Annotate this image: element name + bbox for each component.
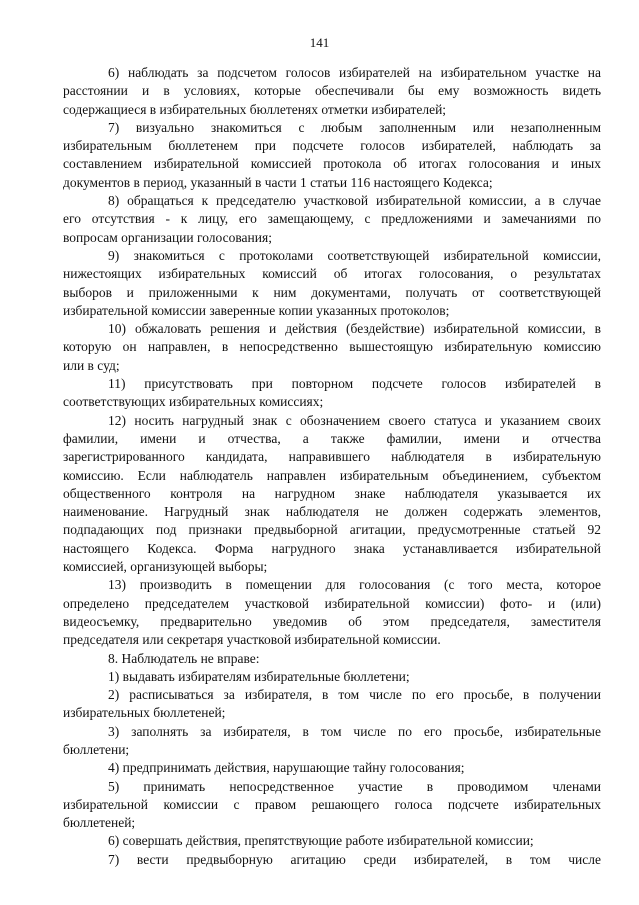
paragraph <box>63 650 601 668</box>
page-number: 141 <box>309 35 330 50</box>
text-line: бюллетеней; <box>63 815 136 831</box>
paragraph <box>63 119 601 192</box>
text-line: определено председателем участковой избирательной комиссии) фото- и (или) <box>63 595 601 611</box>
text-line: 7) визуально знакомиться с любым заполненным или незаполненным <box>108 119 601 135</box>
text-line: 4) предпринимать действия, нарушающие тайну голосования; <box>108 760 465 776</box>
text-line: избирательных бюллетеней; <box>63 705 226 721</box>
text-line: избирательной комиссии заверенные копии указанных протоколов; <box>63 302 450 318</box>
paragraph <box>63 247 601 320</box>
paragraph <box>63 832 601 850</box>
text-line: 6) наблюдать за подсчетом голосов избирателей на избирательном участке на <box>108 65 601 80</box>
text-line: фамилии, имени и отчества, а также фамилии, имени и отчества <box>63 430 601 446</box>
paragraph <box>63 64 601 119</box>
text-line: нижестоящих избирательных комиссий об итогах голосования, о результатах <box>63 266 601 282</box>
text-line: наименование. Нагрудный знак наблюдателя не должен содержать элементов, <box>63 504 601 520</box>
text-line: зарегистрированного кандидата, направившего наблюдателя в избирательную <box>63 449 601 465</box>
text-line: избирательным бюллетенем при подсчете голосов избирателей, наблюдать за <box>63 138 601 154</box>
text-line: 8. Наблюдатель не вправе: <box>108 650 260 666</box>
text-line: или в суд; <box>63 357 120 373</box>
paragraph <box>63 851 601 869</box>
text-line: 10) обжаловать решения и действия (бездействие) избирательной комиссии, в <box>108 321 601 337</box>
text-line: 3) заполнять за избирателя, в том числе по его просьбе, избирательные <box>108 723 601 739</box>
text-line: выборов и приложенными к ним документами, получать от соответствующей <box>63 284 601 300</box>
text-line: настоящего Кодекса. Форма нагрудного знака устанавливается избирательной <box>63 540 601 556</box>
text-line: соответствующих избирательных комиссиях; <box>63 394 324 410</box>
text-line: 8) обращаться к председателю участковой избирательной комиссии, а в случае <box>108 193 601 209</box>
text-line: документов в период, указанный в части 1 статьи 116 настоящего Кодекса; <box>63 174 493 190</box>
text-line: 2) расписываться за избирателя, в том числе по его просьбе, в получении <box>108 687 601 703</box>
text-line: 13) производить в помещении для голосования (с того места, которое <box>108 577 601 593</box>
paragraph <box>63 686 601 723</box>
text-line: подпадающих под признаки предвыборной агитации, предусмотренные статьей 92 <box>63 522 601 538</box>
text-line: избирательной комиссии с правом решающего голоса подсчете избирательных <box>63 796 601 812</box>
paragraph <box>63 778 601 833</box>
text-line: 7) вести предвыборную агитацию среди избирателей, в том числе <box>108 851 601 867</box>
text-line: составлением избирательной комиссией протокола об итогах голосования и иных <box>63 156 601 172</box>
text-line: которую он направлен, в непосредственно вышестоящую избирательную комиссию <box>63 339 601 355</box>
paragraph <box>63 723 601 760</box>
paragraph <box>63 668 601 686</box>
paragraph <box>63 375 601 412</box>
text-line: 1) выдавать избирателям избирательные бюллетени; <box>108 668 410 684</box>
text-line: комиссию. Если наблюдатель направлен избирательным объединением, субъектом <box>63 467 601 483</box>
document-body <box>63 64 601 869</box>
paragraph <box>63 320 601 375</box>
paragraph <box>63 192 601 247</box>
text-line: 5) принимать непосредственное участие в проводимом членами <box>108 778 601 794</box>
text-line: видеосъемку, предварительно уведомив об этом председателя, заместителя <box>63 613 601 629</box>
text-line: комиссией, организующей выборы; <box>63 559 268 575</box>
text-line: общественного контроля на нагрудном знаке наблюдателя указывается их <box>63 485 601 501</box>
text-line: 6) совершать действия, препятствующие работе избирательной комиссии; <box>108 833 534 849</box>
text-line: председателя или секретаря участковой избирательной комиссии. <box>63 632 441 648</box>
paragraph <box>63 412 601 577</box>
text-line: его отсутствия - к лицу, его замещающему, с предложениями и замечаниями по <box>63 211 601 227</box>
text-line: вопросам организации голосования; <box>63 229 272 245</box>
paragraph <box>63 576 601 649</box>
text-line: бюллетени; <box>63 741 130 757</box>
text-line: 11) присутствовать при повторном подсчете голосов избирателей в <box>108 376 601 392</box>
text-line: 9) знакомиться с протоколами соответствующей избирательной комиссии, <box>108 247 601 263</box>
text-line: содержащиеся в избирательных бюллетенях отметки избирателей; <box>63 101 447 117</box>
paragraph <box>63 759 601 777</box>
text-line: расстоянии и в условиях, которые обеспечивали бы ему возможность видеть <box>63 83 601 99</box>
text-line: 12) носить нагрудный знак с обозначением своего статуса и указанием своих <box>108 412 601 428</box>
